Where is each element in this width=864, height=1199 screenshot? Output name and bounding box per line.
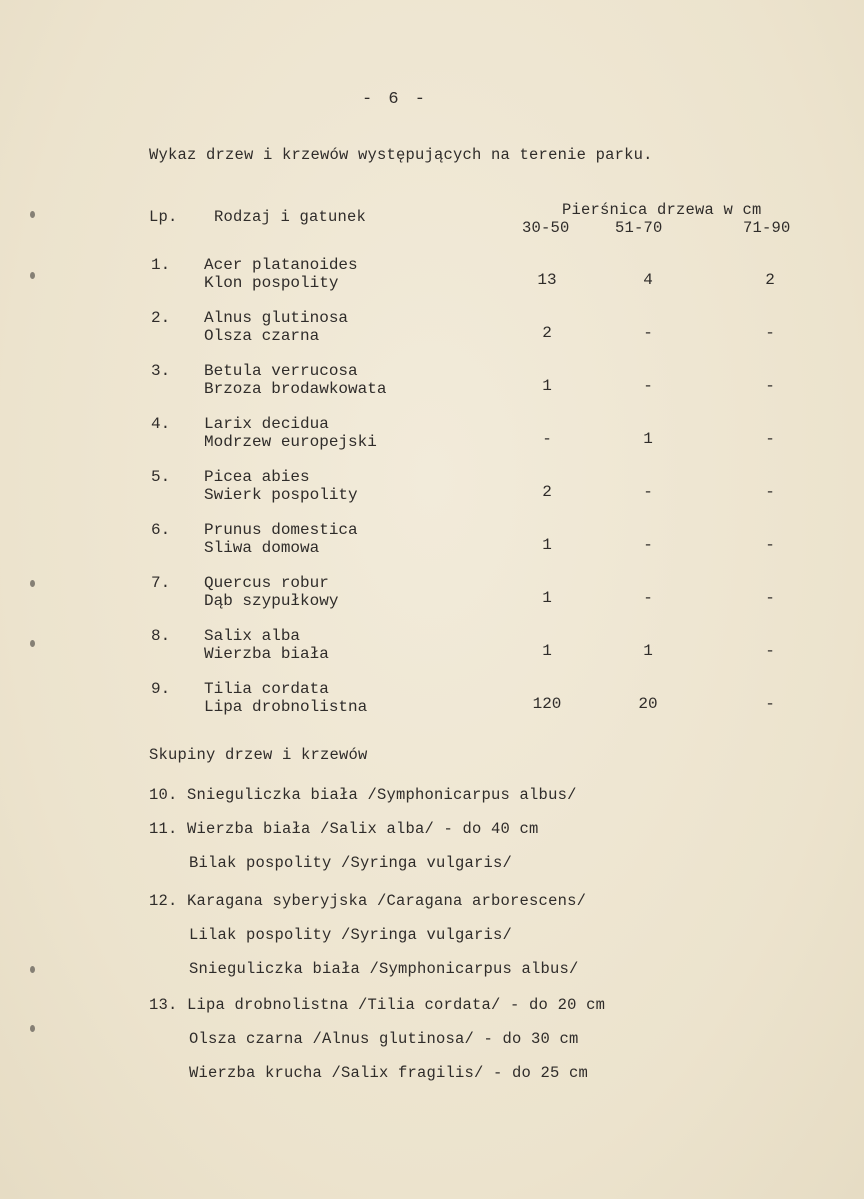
group-line: Bilak pospolity /Syringa vulgaris/ [189,854,513,872]
count-30-50: 1 [542,642,552,660]
latin-name: Acer platanoides [204,256,358,274]
count-30-50: - [542,430,552,448]
count-71-90: - [765,695,775,713]
column-header-range-1: 30-50 [522,219,570,237]
polish-name: Wierzba biała [204,645,329,663]
polish-name: Brzoza brodawkowata [204,380,387,398]
latin-name: Larix decidua [204,415,329,433]
punch-mark [30,211,35,218]
table-row [0,256,864,296]
page-number: - 6 - [362,90,429,109]
latin-name: Picea abies [204,468,310,486]
column-header-diameter: Pierśnica drzewa w cm [562,201,762,219]
punch-mark [30,1025,35,1032]
latin-name: Tilia cordata [204,680,329,698]
row-number: 7. [151,574,171,592]
count-51-70: 20 [638,695,658,713]
count-30-50: 2 [542,483,552,501]
group-line: Olsza czarna /Alnus glutinosa/ - do 30 cm [189,1030,579,1048]
count-51-70: 1 [643,430,653,448]
count-71-90: - [765,483,775,501]
count-30-50: 1 [542,377,552,395]
column-header-species: Rodzaj i gatunek [214,208,367,226]
punch-mark [30,640,35,647]
count-71-90: - [765,589,775,607]
count-51-70: - [643,589,653,607]
group-line: 12. Karagana syberyjska /Caragana arborescens/ [149,892,587,910]
polish-name: Modrzew europejski [204,433,377,451]
row-number: 1. [151,256,171,274]
count-51-70: - [643,324,653,342]
row-number: 6. [151,521,171,539]
table-row [0,627,864,667]
row-number: 5. [151,468,171,486]
count-51-70: 1 [643,642,653,660]
latin-name: Alnus glutinosa [204,309,349,327]
count-30-50: 1 [542,589,552,607]
row-number: 9. [151,680,171,698]
table-row [0,521,864,561]
column-header-range-3: 71-90 [743,219,791,237]
document-heading: Wykaz drzew i krzewów występujących na terenie parku. [149,146,653,164]
count-71-90: - [765,377,775,395]
count-30-50: 13 [537,271,557,289]
punch-mark [30,272,35,279]
row-number: 8. [151,627,171,645]
latin-name: Betula verrucosa [204,362,358,380]
count-30-50: 1 [542,536,552,554]
table-row [0,574,864,614]
polish-name: Swierk pospolity [204,486,358,504]
polish-name: Olsza czarna [204,327,320,345]
table-row [0,362,864,402]
table-row [0,415,864,455]
row-number: 2. [151,309,171,327]
latin-name: Prunus domestica [204,521,358,539]
table-row [0,309,864,349]
group-line: Wierzba krucha /Salix fragilis/ - do 25 cm [189,1064,589,1082]
count-71-90: - [765,324,775,342]
latin-name: Salix alba [204,627,301,645]
count-30-50: 120 [532,695,562,713]
latin-name: Quercus robur [204,574,329,592]
polish-name: Lipa drobnolistna [204,698,368,716]
punch-mark [30,580,35,587]
column-header-range-2: 51-70 [615,219,663,237]
count-51-70: - [643,536,653,554]
count-71-90: - [765,430,775,448]
group-line: 13. Lipa drobnolistna /Tilia cordata/ - do 20 cm [149,996,606,1014]
group-line: 10. Snieguliczka biała /Symphonicarpus albus/ [149,786,577,804]
groups-heading: Skupiny drzew i krzewów [149,746,368,764]
polish-name: Dąb szypułkowy [204,592,339,610]
punch-mark [30,966,35,973]
count-51-70: - [643,483,653,501]
count-71-90: - [765,642,775,660]
count-51-70: 4 [643,271,653,289]
count-30-50: 2 [542,324,552,342]
count-71-90: - [765,536,775,554]
row-number: 4. [151,415,171,433]
group-line: Lilak pospolity /Syringa vulgaris/ [189,926,513,944]
group-line: Snieguliczka biała /Symphonicarpus albus/ [189,960,579,978]
group-line: 11. Wierzba biała /Salix alba/ - do 40 cm [149,820,539,838]
count-71-90: 2 [765,271,775,289]
row-number: 3. [151,362,171,380]
table-row [0,680,864,720]
polish-name: Klon pospolity [204,274,339,292]
count-51-70: - [643,377,653,395]
polish-name: Sliwa domowa [204,539,320,557]
table-row [0,468,864,508]
column-header-lp: Lp. [149,208,178,226]
